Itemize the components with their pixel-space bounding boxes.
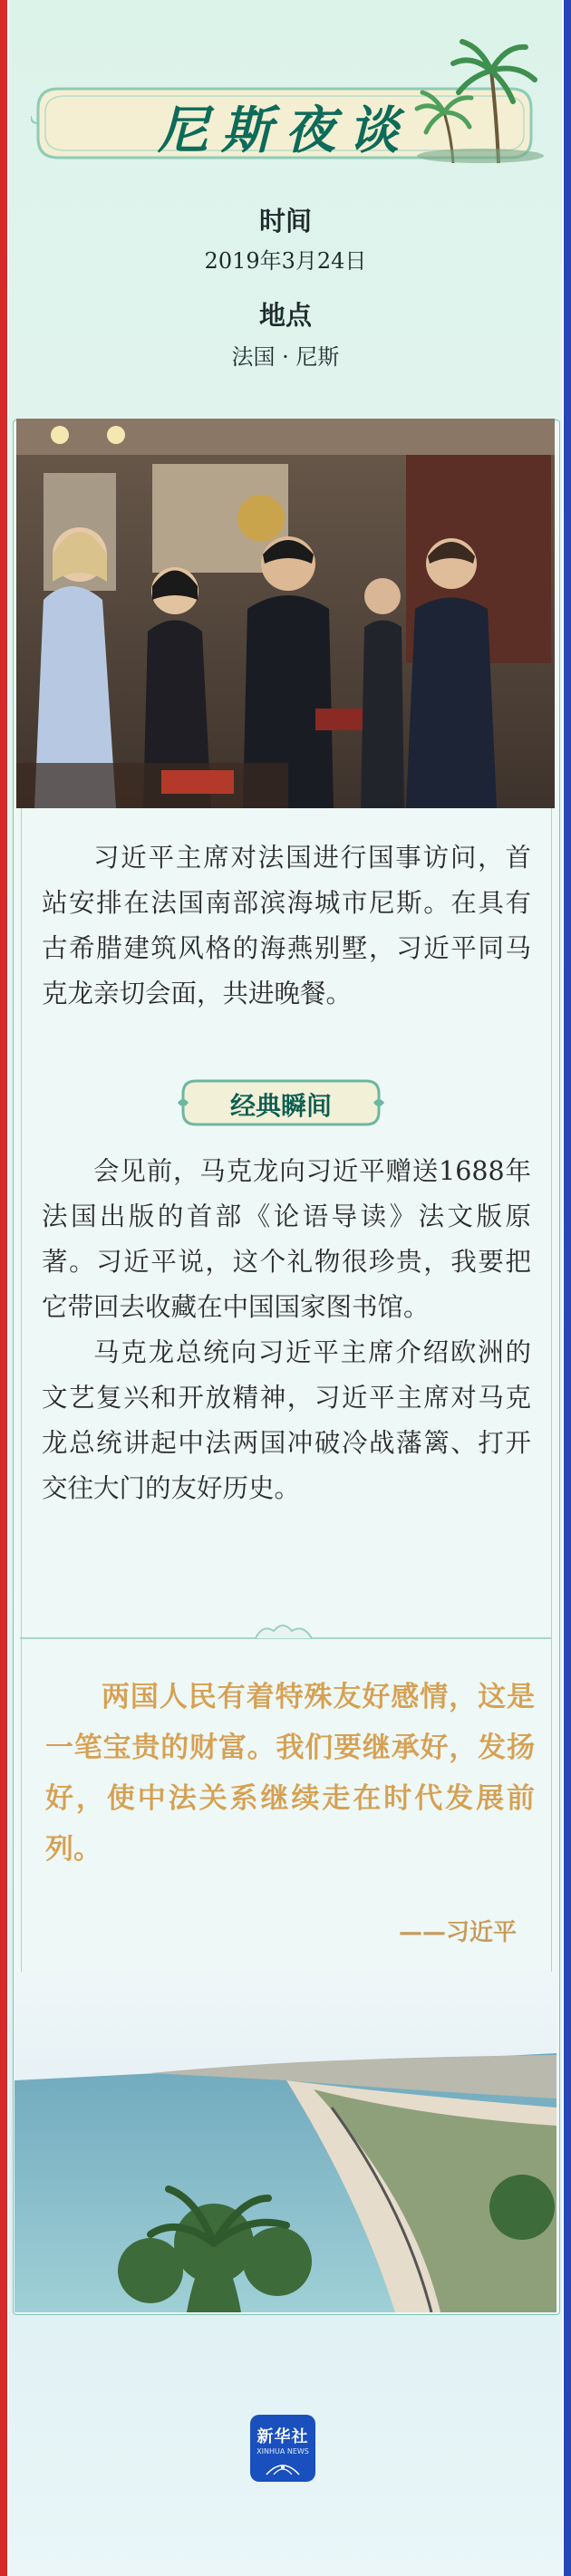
right-blue-stripe [564, 0, 571, 2576]
place-value: 法国 · 尼斯 [231, 344, 340, 370]
globe-icon [265, 2460, 301, 2476]
wave-ornament-icon [20, 1618, 551, 1645]
place-label: 地点 [258, 300, 312, 331]
nice-coast-image [15, 1972, 556, 2312]
section-title: 经典瞬间 [229, 1091, 332, 1121]
body-paragraph-1: 会见前，马克龙向习近平赠送1688年法国出版的首部《论语导读》法文版原著。习近平说，这个礼物很珍贵，我要把它带回去收藏在中国国家图书馆。 [42, 1156, 531, 1322]
section-badge [178, 1076, 384, 1130]
xinhua-logo [250, 2415, 315, 2482]
palm-trees-icon [399, 36, 544, 163]
time-value: 2019年3月24日 [204, 248, 367, 274]
body-paragraph-2: 马克龙总统向习近平主席介绍欧洲的文艺复兴和开放精神，习近平主席对马克龙总统讲起中法两国冲破冷战藩篱、打开交往大门的友好历史。 [42, 1337, 531, 1503]
intro-paragraph [42, 835, 531, 1017]
page-title: 尼斯夜谈 [158, 101, 411, 160]
intro-text: 习近平主席对法国进行国事访问，首站安排在法国南部滨海城市尼斯。在具有古希腊建筑风格的海燕别墅，习近平同马克龙亲切会面，共进晚餐。 [42, 843, 531, 1008]
quote-text: 两国人民有着特殊友好感情，这是一笔宝贵的财富。我们要继承好，发扬好，使中法关系继续走在时代发展前列。 [45, 1681, 535, 1866]
time-label: 时间 [258, 206, 312, 236]
quote-block [45, 1672, 535, 1875]
meeting-photo [16, 419, 555, 808]
logo-sub: XINHUA NEWS [256, 2447, 309, 2455]
logo-name: 新华社 [256, 2427, 309, 2446]
left-red-stripe [0, 0, 7, 2576]
body-paragraphs [42, 1149, 531, 1511]
quote-author: ——习近平 [398, 1919, 517, 1946]
